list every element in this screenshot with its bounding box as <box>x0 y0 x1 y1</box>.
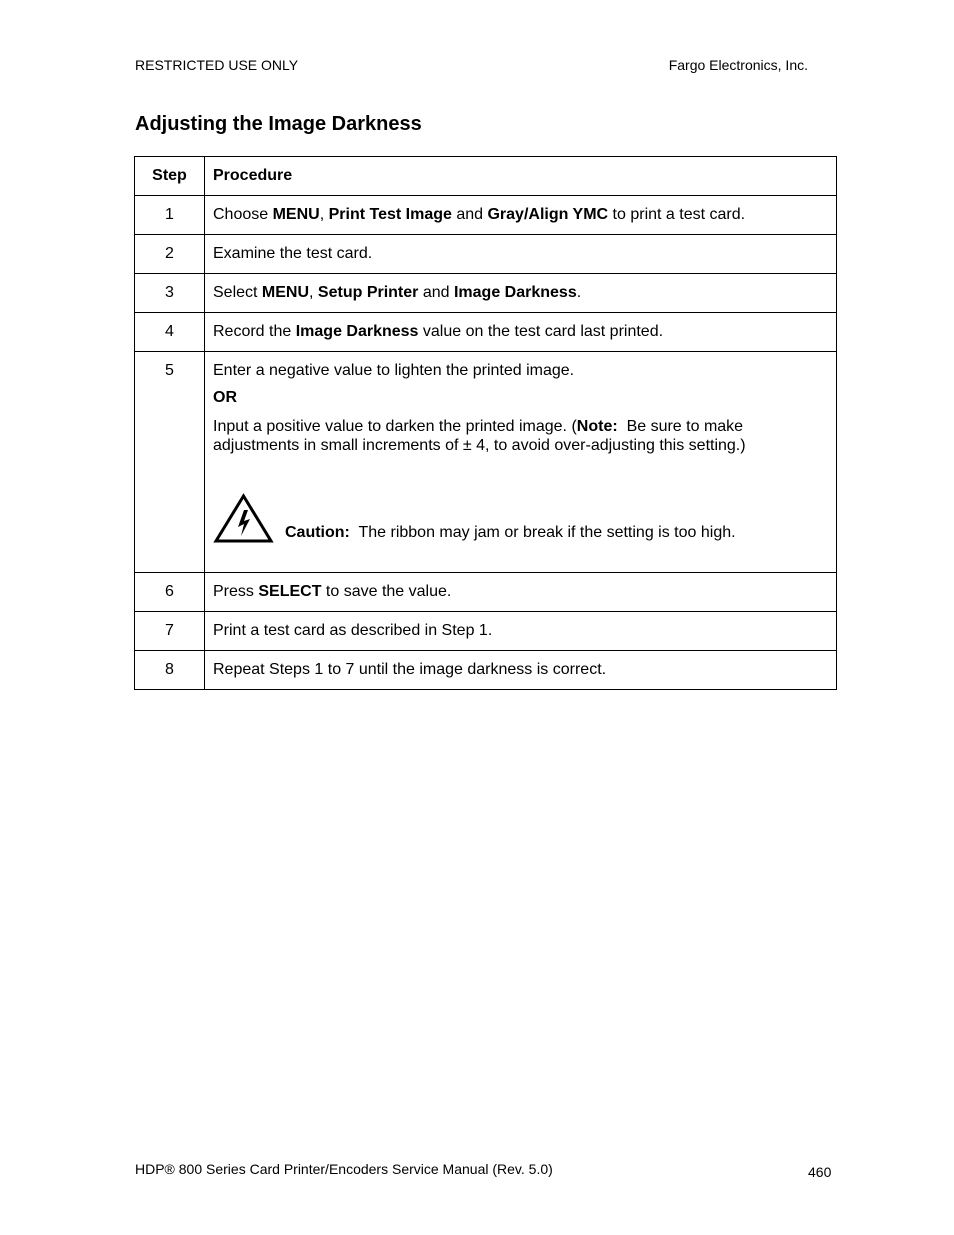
column-header-procedure: Procedure <box>205 157 837 196</box>
table-row <box>135 313 837 352</box>
electrical-hazard-icon <box>213 493 274 544</box>
caution-label: Caution: <box>285 524 350 541</box>
table-row <box>135 196 837 235</box>
step-number: 8 <box>135 651 205 690</box>
page-title: Adjusting the Image Darkness <box>135 113 422 135</box>
instruction-negative: Enter a negative value to lighten the printed image. <box>213 362 575 379</box>
procedure-text <box>205 352 837 573</box>
step-number: 6 <box>135 573 205 612</box>
table-row <box>135 274 837 313</box>
step-number: 3 <box>135 274 205 313</box>
table-row <box>135 612 837 651</box>
caution-text: Caution: The ribbon may jam or break if the setting is too high. <box>285 524 736 541</box>
instruction-positive: Input a positive value to darken the printed image. (Note: Be sure to make adjustments in small increments of ± 4, to avoid over-adjusting this setting.) <box>213 418 748 454</box>
caution-notice <box>213 493 828 544</box>
table-row <box>135 235 837 274</box>
page-number: 460 <box>808 1164 832 1180</box>
step-number: 4 <box>135 313 205 352</box>
or-label: OR <box>213 389 237 406</box>
table-row <box>135 651 837 690</box>
footer-manual-title: HDP® 800 Series Card Printer/Encoders Service Manual (Rev. 5.0) <box>135 1161 553 1177</box>
header-company-name: Fargo Electronics, Inc. <box>668 57 808 73</box>
column-header-step: Step <box>135 157 205 196</box>
procedure-text: Record the Image Darkness value on the test card last printed. <box>205 313 837 352</box>
step-number: 7 <box>135 612 205 651</box>
procedure-text: Repeat Steps 1 to 7 until the image darkness is correct. <box>205 651 837 690</box>
procedure-text: Print a test card as described in Step 1. <box>205 612 837 651</box>
procedure-text: Examine the test card. <box>205 235 837 274</box>
step-number: 5 <box>135 352 205 573</box>
procedure-text: Press SELECT to save the value. <box>205 573 837 612</box>
table-header-row <box>135 157 837 196</box>
procedure-text: Select MENU, Setup Printer and Image Darkness. <box>205 274 837 313</box>
step-number: 2 <box>135 235 205 274</box>
table-row <box>135 573 837 612</box>
procedure-table <box>134 156 837 690</box>
note-label: Note: <box>576 418 618 435</box>
header-restricted-label: RESTRICTED USE ONLY <box>135 57 299 73</box>
step-number: 1 <box>135 196 205 235</box>
procedure-text: Choose MENU, Print Test Image and Gray/Align YMC to print a test card. <box>205 196 837 235</box>
table-row <box>135 352 837 573</box>
